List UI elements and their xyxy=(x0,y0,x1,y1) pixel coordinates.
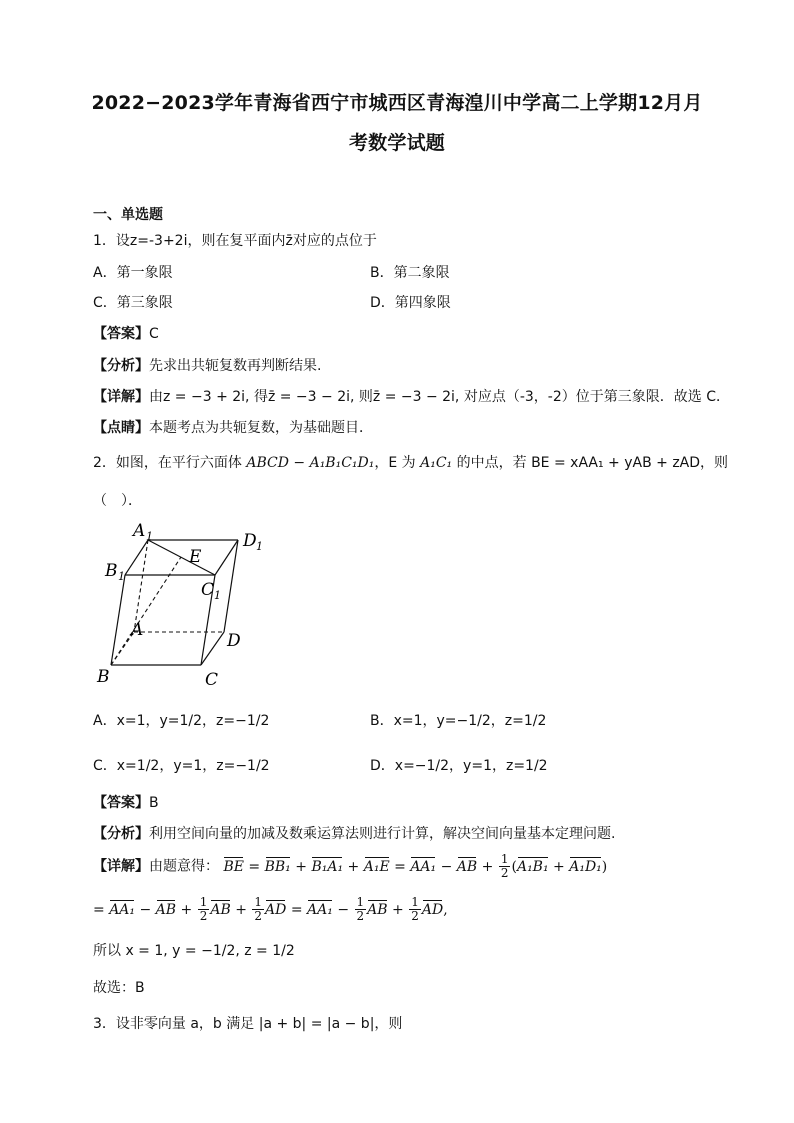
analysis-tag: 【分析】 xyxy=(93,826,149,842)
q1-option-c: C．第三象限 xyxy=(93,295,173,311)
q2-option-c: C．x=1/2，y=1，z=−1/2 xyxy=(93,758,270,774)
label-c1: C xyxy=(201,580,215,600)
q2-solid: ABCD − A₁B₁C₁D₁ xyxy=(246,455,375,471)
label-d: D xyxy=(227,631,241,651)
detail-text: 由z = −3 + 2i, 得z̄ = −3 − 2i, 则z̄ = −3 − 2i, 对应点（-3，-2）位于第三象限．故选 C． xyxy=(149,389,730,405)
q1-detail xyxy=(93,386,730,406)
q2-segment: A₁C₁ xyxy=(420,455,453,471)
paper-title-line2: 考数学试题 xyxy=(348,132,445,154)
answer-value: C xyxy=(149,326,159,342)
q2-stem-end: （ ）． xyxy=(93,493,142,509)
q2-answer xyxy=(93,792,159,812)
label-e: E xyxy=(189,547,202,567)
label-b1: B xyxy=(105,561,118,581)
detail-equation-2: = AA₁ − AB + $\frac{1}{2}$ AB + $\frac{1}{2}$ AD = AA₁ − $\frac{1}{2}$ AB + $\frac{1}{2}$ AD, xyxy=(93,895,448,923)
q2-conclusion: 所以 x = 1, y = −1/2, z = 1/2 xyxy=(93,943,295,959)
q2-option-d: D．x=−1/2，y=1，z=1/2 xyxy=(370,758,548,774)
q2-detail xyxy=(93,853,607,880)
label-a1-sub: 1 xyxy=(146,530,153,543)
analysis-text: 利用空间向量的加减及数乘运算法则进行计算，解决空间向量基本定理问题. xyxy=(149,826,616,842)
q1-analysis xyxy=(93,355,321,375)
answer-tag: 【答案】 xyxy=(93,795,149,811)
section-heading: 一、单选题 xyxy=(93,207,163,223)
label-a1: A xyxy=(133,521,146,541)
answer-value: B xyxy=(149,795,159,811)
q2-option-b: B．x=1，y=−1/2，z=1/2 xyxy=(370,713,547,729)
parallelepiped-figure xyxy=(93,520,273,695)
detail-equation-1: BE = BB₁ + B₁A₁ + A₁E = AA₁ − AB + $\frac{1}{2}$ (A₁B₁ + A₁D₁) xyxy=(223,852,608,880)
q2-stem-c: 的中点，若 BE = xAA₁ + yAB + zAD，则 xyxy=(452,455,729,471)
q2-option-a: A．x=1，y=1/2，z=−1/2 xyxy=(93,713,270,729)
q1-option-a: A．第一象限 xyxy=(93,265,173,281)
q1-stem: 1．设z=-3+2i，则在复平面内z̄对应的点位于 xyxy=(93,233,377,249)
q1-answer xyxy=(93,323,159,343)
q2-stem-a: 2．如图，在平行六面体 xyxy=(93,455,247,471)
label-b1-sub: 1 xyxy=(118,570,125,583)
label-d1-sub: 1 xyxy=(256,540,263,553)
analysis-tag: 【分析】 xyxy=(93,358,149,374)
label-a: A xyxy=(131,620,144,640)
q2-analysis xyxy=(93,823,615,843)
answer-tag: 【答案】 xyxy=(93,326,149,342)
label-c: C xyxy=(205,670,219,690)
detail-tag: 【详解】 xyxy=(93,389,149,405)
q1-option-d: D．第四象限 xyxy=(370,295,451,311)
q1-option-b: B．第二象限 xyxy=(370,265,450,281)
paper-title-line1: 2022−2023学年青海省西宁市城西区青海湟川中学高二上学期12月月 xyxy=(91,92,703,114)
comment-tag: 【点睛】 xyxy=(93,420,149,436)
q1-comment xyxy=(93,417,373,437)
q2-stem-b: ，E 为 xyxy=(374,455,421,471)
q2-choice: 故选：B xyxy=(93,980,145,996)
label-b: B xyxy=(97,667,110,687)
label-d1: D xyxy=(243,531,257,551)
comment-text: 本题考点为共轭复数，为基础题目． xyxy=(149,420,373,436)
analysis-text: 先求出共轭复数再判断结果. xyxy=(149,358,322,374)
detail-tag: 【详解】 xyxy=(93,858,149,875)
label-c1-sub: 1 xyxy=(214,589,221,602)
detail-intro: 由题意得： xyxy=(149,858,219,875)
q2-stem xyxy=(93,452,728,472)
q3-stem: 3．设非零向量 a，b 满足 |a + b| = |a − b|，则 xyxy=(93,1016,403,1032)
